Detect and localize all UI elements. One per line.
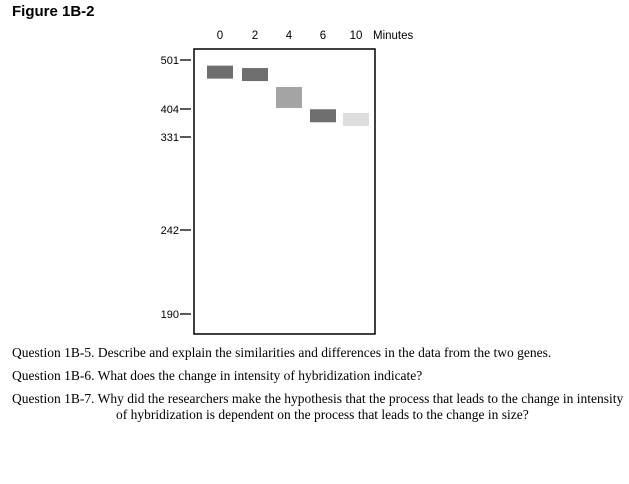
band-6-min [310, 109, 336, 122]
question-1b-6 [12, 368, 624, 384]
lane-label-2: 2 [251, 30, 259, 42]
marker-label-242: 242 [160, 225, 179, 237]
band-4-min [276, 87, 302, 108]
marker-label-331: 331 [160, 132, 179, 144]
figure-title: Figure 1B-2 [12, 3, 95, 20]
question-1b-7 [12, 391, 624, 423]
questions-section [12, 345, 624, 430]
question-text: What does the change in intensity of hybridization indicate? [97, 368, 423, 383]
question-label: Question 1B-5. [12, 345, 95, 360]
marker-label-190: 190 [160, 309, 179, 321]
x-axis-unit-label: Minutes [373, 30, 414, 42]
marker-label-501: 501 [160, 55, 179, 67]
question-text: Describe and explain the similarities and differences in the data from the two genes. [97, 345, 552, 360]
lane-label-0: 0 [216, 30, 224, 42]
lane-label-4: 4 [285, 30, 293, 42]
question-1b-5 [12, 345, 624, 361]
marker-label-404: 404 [160, 104, 179, 116]
lane-label-6: 6 [319, 30, 327, 42]
question-text: Why did the researchers make the hypothesis that the process that leads to the change in intensity of hybridization is dependent on the process that leads to the change in size? [97, 391, 624, 422]
band-10-min [343, 113, 369, 126]
band-2-min [242, 68, 268, 81]
band-0-min [207, 66, 233, 79]
lane-label-10: 10 [349, 30, 363, 42]
question-label: Question 1B-6. [12, 368, 95, 383]
question-label: Question 1B-7. [12, 391, 95, 406]
